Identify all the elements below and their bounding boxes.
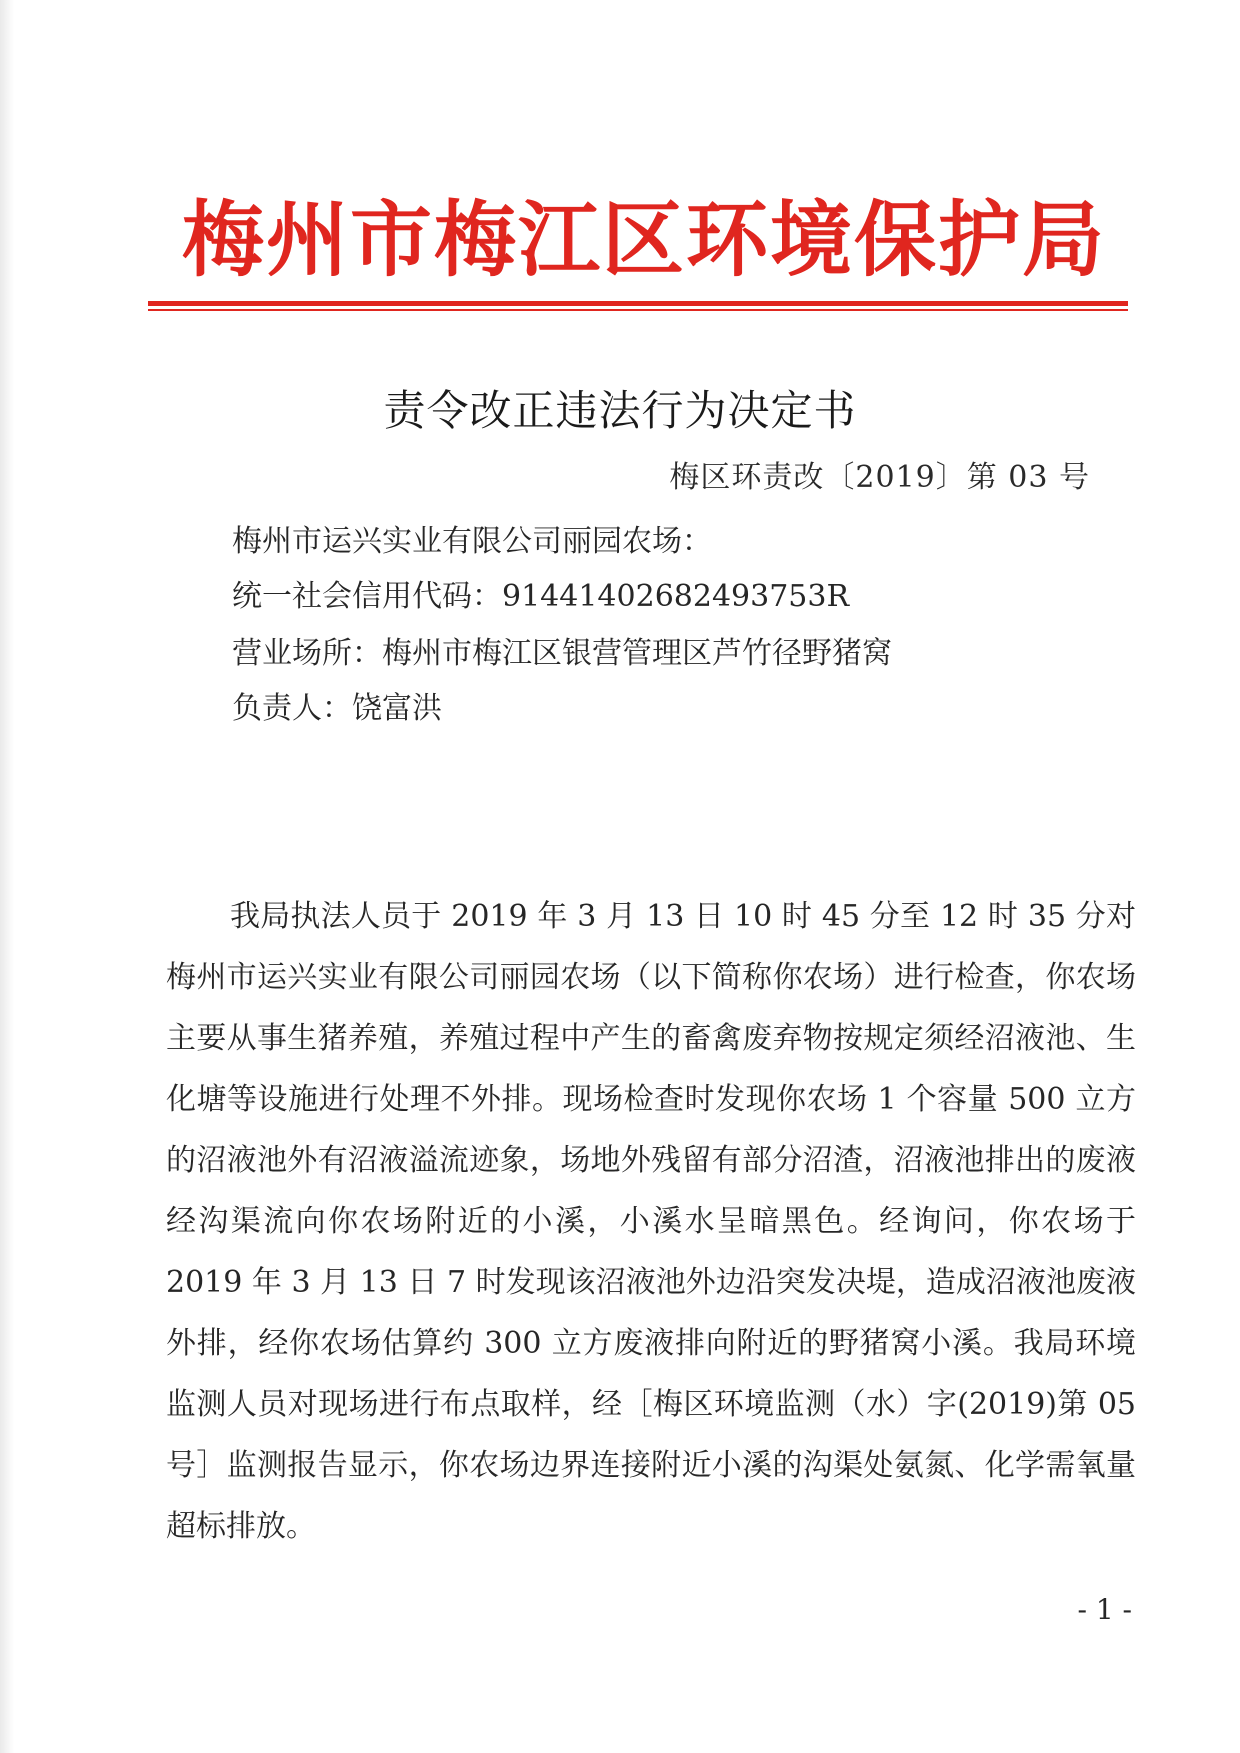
location-line: 营业场所：梅州市梅江区银营管理区芦竹径野猪窝 xyxy=(232,636,892,671)
scan-edge-shadow xyxy=(0,0,14,1753)
document-number: 梅区环责改〔2019〕第 03 号 xyxy=(669,460,1090,495)
credit-code-line: 统一社会信用代码：91441402682493753R xyxy=(232,579,850,614)
letterhead-rule-thick xyxy=(148,301,1128,306)
body-paragraph: 我局执法人员于 2019 年 3 月 13 日 10 时 45 分至 12 时 35 分对梅州市运兴实业有限公司丽园农场（以下简称你农场）进行检查，你农场主要从事生猪养殖，养殖过程中产生的畜禽废弃物按规定须经沼液池、生化塘等设施进行处理不外排。现场检查时发现你农场 1 个容量 500 立方的沼液池外有沼液溢流迹象，场地外残留有部分沼渣，沼液池排出的废液经沟渠流向你农场附近的小溪，小溪水呈暗黑色。经询问，你农场于 2019 年 3 月 13 日 7 时发现该沼液池外边沿突发决堤，造成沼液池废液外排，经你农场估算约 300 立方废液排向附近的野猪窝小溪。我局环境监测人员对现场进行布点取样，经［梅区环境监测（水）字(2019)第 05 号］监测报告显示，你农场边界连接附近小溪的沟渠处氨氮、化学需氧量超标排放。 xyxy=(166,899,1136,1544)
letterhead-rule-thin xyxy=(148,309,1128,311)
page-number: - 1 - xyxy=(1077,1593,1132,1626)
document-title: 责令改正违法行为决定书 xyxy=(383,386,857,435)
addressee-name: 梅州市运兴实业有限公司丽园农场： xyxy=(232,524,712,559)
letterhead-org-name: 梅州市梅江区环境保护局 xyxy=(182,192,1107,288)
person-in-charge-line: 负责人：饶富洪 xyxy=(232,691,442,726)
